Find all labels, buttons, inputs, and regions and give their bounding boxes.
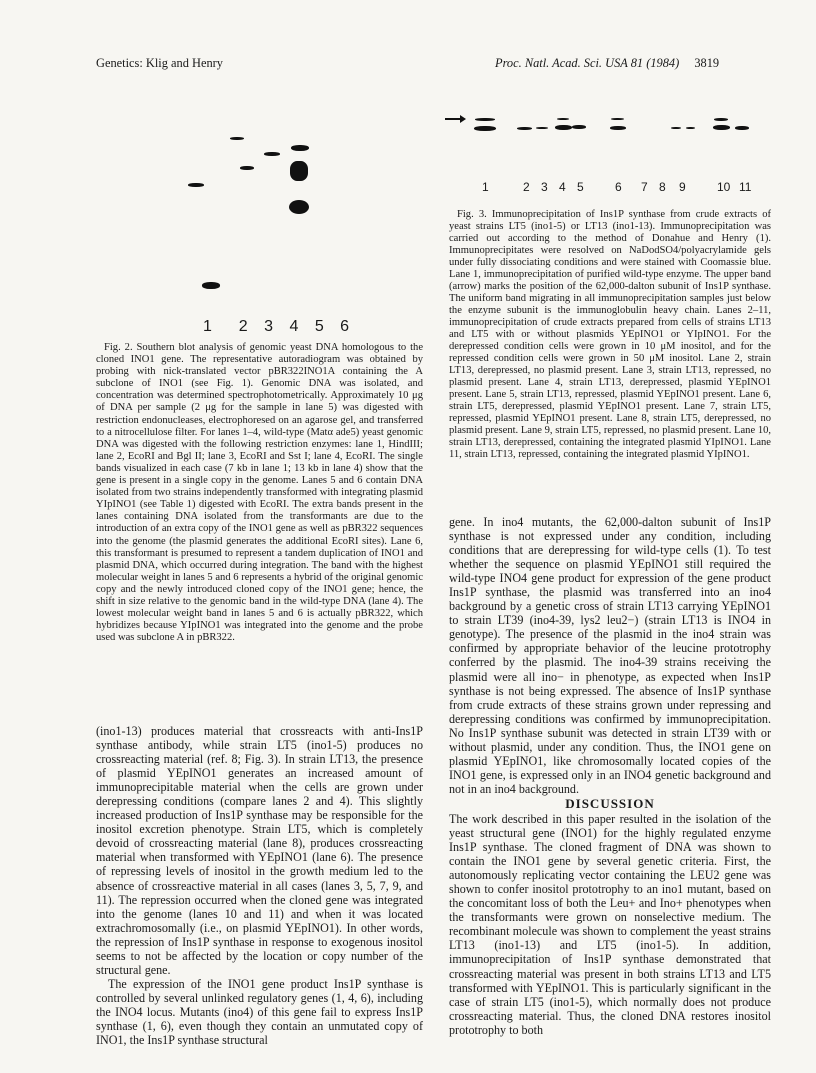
fig3-band-lane10 xyxy=(713,125,730,130)
fig2-band-lane5-mid xyxy=(290,161,308,181)
fig3-band-lane8 xyxy=(671,127,681,129)
fig3-band-lane6-upper xyxy=(611,118,624,120)
fig2-band-lane2 xyxy=(230,137,244,140)
right-body-text xyxy=(449,515,771,796)
discussion-paragraph: The work described in this paper resulted in the isolation of the yeast structural gene (INO1) for the highly regulated enzyme Ins1P synthase. The cloned fragment of DNA was shown to contain the INO1 gene by several genetic criteria. First, the autonomously replicating vector containing the LEU2 gene was shown to confer inositol prototrophy to an ino1 mutant, based on the concomitant loss of both the Leu+ and Ino+ phenotypes when the transformants were grown on nonselective medium. The recombinant molecule was shown to complement the yeast strains LT13 (ino1-13) and LT5 (ino1-5). In addition, immunoprecipitation of Ins1P synthase demonstrated that crossreacting material was present in both strains LT13 and LT5 transformed with YEpINO1. This is particularly significant in the case of strain LT5 (ino1-5), which normally does not produce crossreacting material. Thus, the cloned DNA restores inositol prototrophy to both xyxy=(449,812,771,1037)
fig3-band-lane4 xyxy=(555,125,572,130)
discussion-heading: DISCUSSION xyxy=(565,796,655,811)
fig3-band-lane2 xyxy=(517,127,532,130)
fig3-band-lane1-lower xyxy=(474,126,496,131)
journal-citation: Proc. Natl. Acad. Sci. USA 81 (1984) xyxy=(495,56,680,70)
fig3-lane-10: 10 xyxy=(717,180,731,194)
page-number: 3819 xyxy=(694,56,720,70)
fig2-band-lane5-high xyxy=(291,145,309,151)
fig3-lane-11: 11 xyxy=(739,180,752,194)
fig3-lane-6: 6 xyxy=(615,180,622,194)
fig3-band-lane10-upper xyxy=(714,118,728,121)
fig3-band-lane4b xyxy=(557,118,569,120)
fig3-gel xyxy=(445,112,765,142)
fig3-lane-7: 7 xyxy=(641,180,648,194)
discussion-text xyxy=(449,812,771,1037)
running-header-left: Genetics: Klig and Henry xyxy=(96,56,223,70)
fig3-band-lane9 xyxy=(686,127,695,129)
arrow-head xyxy=(460,115,466,123)
fig2-autoradiogram xyxy=(180,140,350,300)
fig3-caption: Fig. 3. Immunoprecipitation of Ins1P synthase from crude extracts of yeast strains LT5 (ino1-5) or LT13 (ino1-13). Immunoprecipitation was carried out according to the method of Donahue and Henry (1). Immunoprecipitates were resolved on NaDodSO4/polyacrylamide gels under fully dissociating conditions and were stained with Coomassie blue. Lane 1, immunoprecipitation of purified wild-type enzyme. The upper band (arrow) marks the position of the 62,000-dalton subunit of Ins1P synthase. The uniform band migrating in all immunoprecipitation samples just below the enzyme subunit is the immunoglobulin heavy chain. Lanes 2–11, immunoprecipitation of crude extracts prepared from cells of strains LT13 and LT5 with or without plasmids YEpINO1 or YIpINO1. For the derepressed condition cells were grown in 10 μM inositol, and for the repressed condition cells were grown in 50 μM inositol. Lane 2, strain LT13, derepressed, no plasmid present. Lane 3, strain LT13, repressed, no plasmid present. Lane 4, strain LT13, derepressed, plasmid YEpINO1 present. Lane 5, strain LT13, repressed, plasmid YEpINO1 present. Lane 6, strain LT5, derepressed, plasmid YEpINO1 present. Lane 7, strain LT5, repressed, plasmid YEpINO1 present. Lane 8, strain LT5, derepressed, no plasmid present. Lane 9, strain LT5, repressed, no plasmid present. Lane 10, strain LT13, derepressed, containing the integrated plasmid YIpINO1. Lane 11, strain LT13, repressed, containing the integrated plasmid YIpINO1. xyxy=(449,209,771,460)
fig2-band-lane1-low xyxy=(202,282,220,289)
right-paragraph-1: gene. In ino4 mutants, the 62,000-dalton subunit of Ins1P synthase is not expressed under any condition, including conditions that are derepressing for wild-type cells (1). To test whether the sequence on plasmid YEpINO1 still required the wild-type INO4 gene product for expression of the gene product Ins1P synthase, the plasmid was transferred into an ino4 background by a genetic cross of strain LT13 carrying YEpINO1 to strain LT39 (ino4-39, lys2 leu2−) (strain LT13 is INO4 in genotype). The presence of the plasmid in the ino4 strain was confirmed by appropriate behavior of the leucine prototrophy conferred by the plasmid. The ino4-39 strains receiving the plasmid were all ino− in phenotype, as expected when Ins1P synthase is not being expressed. The absence of Ins1P synthase from crude extracts of these strains grown under repressing and derepressing conditions was confirmed by immunoprecipitation. No Ins1P synthase subunit was detected in strain LT39 with or without plasmid, under any condition. Thus, the INO1 gene on plasmid YEpINO1, like chromosomally located copies of the INO1 gene, is expressed only in an INO4 genetic background and not in an ino4 background. xyxy=(449,515,771,796)
fig3-band-lane6 xyxy=(610,126,626,130)
fig3-lane-2: 2 xyxy=(523,180,530,194)
fig2-caption: Fig. 2. Southern blot analysis of genomic yeast DNA homologous to the cloned INO1 gene. The representative autoradiogram was obtained by probing with nick-translated vector pBR322INO1A containing the A subclone of INO1 (see Fig. 1). Genomic DNA was isolated, and concentration was determined spectrophotometrically. Approximately 10 μg of DNA per sample (2 μg for the sample in lane 5) was digested with restriction endonucleases, electrophoresed on an agarose gel, and transferred to a nitrocellulose filter. For lanes 1–4, wild-type (Matα ade5) yeast genomic DNA was digested with the following restriction enzymes: lane 1, HindIII; lane 2, EcoRI and Bgl II; lane 3, EcoRI and Sst I; lane 4, EcoRI. The single bands visualized in each case (7 kb in lane 1; 13 kb in lane 4) show that the gene is present in a single copy in the genome. Lanes 5 and 6 contain DNA isolated from two strains independently transformed with integrating plasmid YIpINO1 (see Table 1) digested with EcoRI. The extra bands present in the lanes containing DNA isolated from the transformants are due to the introduction of an extra copy of the INO1 gene as well as pBR322 sequences into the genome (the plasmid generates the additional EcoRI sites). Lane 6, this transformant is presumed to represent a tandem duplication of INO1 and plasmid DNA, which occurred during integration. The band with the highest molecular weight in lanes 5 and 6 represents a hybrid of the original genomic copy and the newly introduced cloned copy of the INO1 gene; hence, the shift in size relative to the genomic band in the wild-type DNA (lane 4). The lowest molecular weight band in lanes 5 and 6 is actually pBR322, which hybridizes because YIpINO1 was integrated into the genome and the probe used was subclone A in pBR322. xyxy=(96,342,423,644)
fig2-lane-labels: 1 2 3 4 5 6 xyxy=(203,318,356,335)
fig3-band-lane11 xyxy=(735,126,749,130)
fig3-lane-4: 4 xyxy=(559,180,566,194)
fig3-lane-labels xyxy=(445,180,765,196)
fig3-lane-5: 5 xyxy=(577,180,584,194)
left-body-text xyxy=(96,724,423,1047)
fig2-band-lane5-low xyxy=(289,200,309,214)
fig3-band-lane5 xyxy=(572,125,586,129)
fig2-band-lane4 xyxy=(264,152,280,156)
fig3-lane-9: 9 xyxy=(679,180,686,194)
fig3-lane-8: 8 xyxy=(659,180,666,194)
left-paragraph-1: (ino1-13) produces material that crossreacts with anti-Ins1P synthase antibody, while strain LT5 (ino1-5) produces no crossreacting material (ref. 8; Fig. 3). In strain LT13, the presence of plasmid YEpINO1 generates an increased amount of immunoprecipitable material when the cells are grown under derepressing conditions (compare lanes 2 and 4). This slightly increased production of Ins1P synthase may be responsible for the inositol excretion phenotype. Strain LT5, which is completely devoid of crossreacting material (lane 8), produces crossreacting material when transformed with YEpINO1 (lane 6). The presence of repressing levels of inositol in the growth medium led to the absence of crossreactive material in all cases (lanes 3, 5, 7, 9, and 11). The repression occurred when the cloned gene was integrated into the genome (lanes 10 and 11) and when it was located extrachromosomally (i.e., on plasmid YEpINO1). In other words, the repression of Ins1P synthase in response to exogenous inositol seems to not be affected by the location or copy number of the structural gene. xyxy=(96,724,423,977)
running-header-journal xyxy=(495,56,719,71)
fig3-band-lane3 xyxy=(536,127,548,129)
fig3-band-lane1-upper xyxy=(475,118,495,121)
fig3-lane-3: 3 xyxy=(541,180,548,194)
fig2-band-lane3 xyxy=(240,166,254,170)
left-paragraph-2: The expression of the INO1 gene product Ins1P synthase is controlled by several unlinked regulatory genes (1, 4, 6), including the INO4 locus. Mutants (ino4) of this gene fail to express Ins1P synthase (1, 6), even though they contain an unmutated copy of INO1, the Ins1P synthase structural xyxy=(96,976,423,1048)
fig3-lane-1: 1 xyxy=(482,180,489,194)
fig2-band-lane1 xyxy=(188,183,204,187)
